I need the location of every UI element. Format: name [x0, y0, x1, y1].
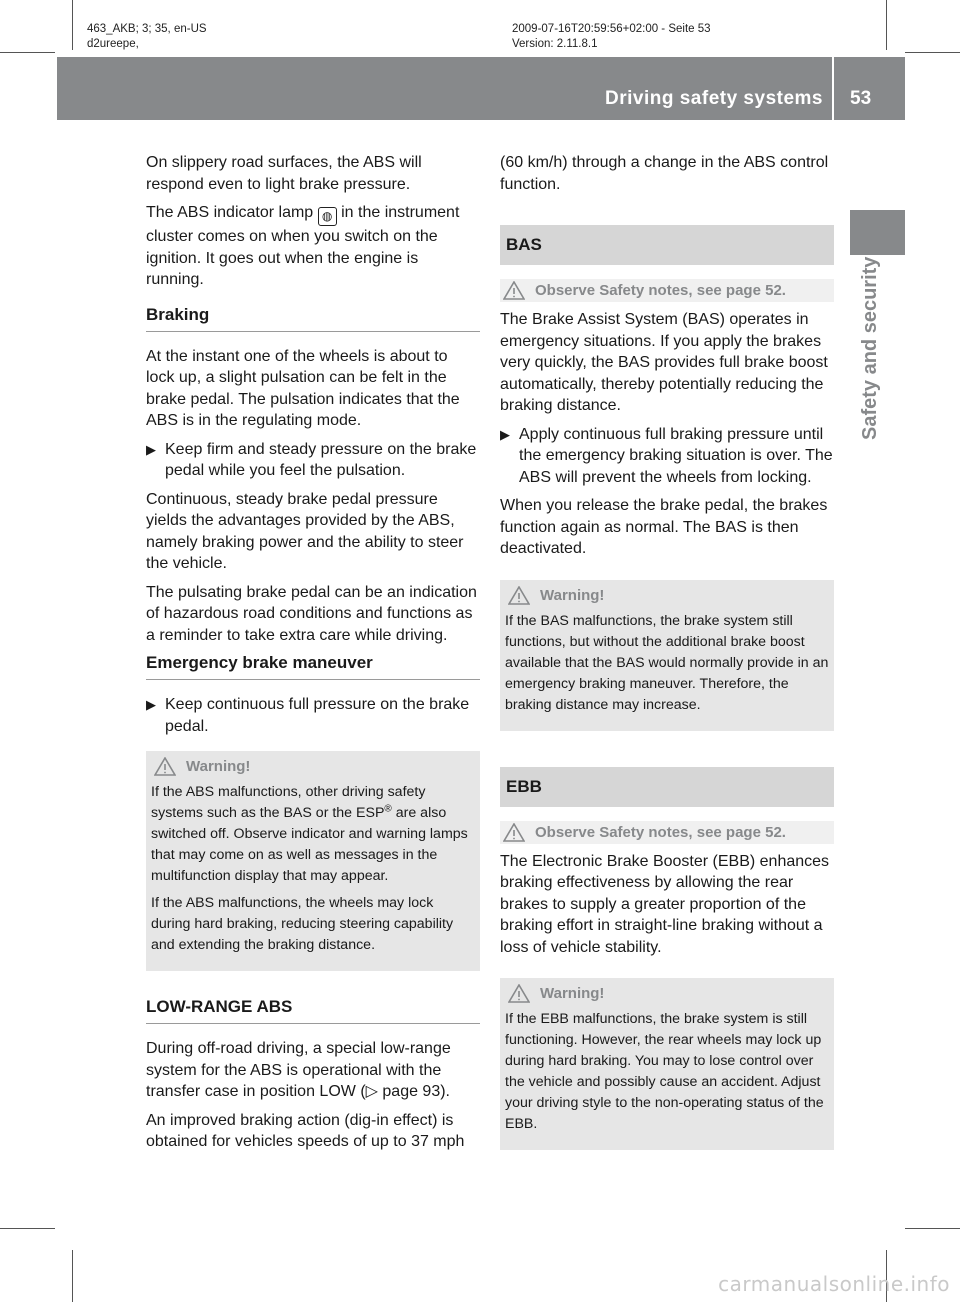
print-meta-top-right-1: 2009-07-16T20:59:56+02:00 - Seite 53	[512, 23, 711, 35]
paragraph: On slippery road surfaces, the ABS will respond even to light brake pressure.	[146, 154, 422, 193]
crop-mark	[886, 0, 887, 50]
arrow-bullet-icon: ▶	[146, 441, 156, 457]
paragraph: At the instant one of the wheels is about to lock up, a slight pulsation can be felt in the brake pedal. The pulsation indicates that the ABS is in the regulating mode.	[146, 347, 460, 429]
heading-braking: Braking	[146, 305, 480, 332]
paragraph: Continuous, steady brake pedal pressure yields the advantages provided by the ABS, namely braking power and the ability to steer the vehicle.	[146, 490, 464, 572]
paragraph: When you release the brake pedal, the brakes function again as normal. The BAS is then deactivated.	[500, 497, 828, 557]
arrow-bullet-icon: ▶	[500, 426, 510, 442]
crop-mark	[0, 52, 55, 53]
warning-title	[505, 586, 829, 605]
heading-emergency-brake: Emergency brake maneuver	[146, 653, 480, 680]
print-meta-top-right-2: Version: 2.11.8.1	[512, 38, 598, 50]
paragraph: (60 km/h) through a change in the ABS control function.	[500, 154, 829, 193]
paragraph: The pulsating brake pedal can be an indication of hazardous road conditions and functions as a reminder to take extra care while driving.	[146, 583, 477, 644]
print-meta-top-left-1: 463_AKB; 3; 35, en-US	[87, 23, 207, 35]
warning-box	[500, 580, 834, 731]
side-tab-label: Safety and security	[859, 256, 881, 440]
watermark-link[interactable]: carmanualsonline.info	[718, 1272, 950, 1296]
warning-title-text: Warning!	[540, 586, 605, 604]
page-title: Driving safety systems	[605, 88, 823, 109]
warning-text-part: are also switched off. Observe indicator and warning lamps that may come on as well as messages in the multifunction display that may appear.	[151, 805, 468, 884]
warning-text: If the ABS malfunctions, the wheels may lock during hard braking, reducing steering capability and extending the braking distance.	[151, 895, 454, 953]
warning-box	[146, 751, 480, 971]
warning-title	[151, 757, 475, 776]
safety-note-text: Observe Safety notes, see page 52.	[535, 282, 786, 299]
list-item-text: Keep continuous full pressure on the brake pedal.	[165, 696, 470, 735]
heading-low-range-abs: LOW-RANGE ABS	[146, 997, 480, 1024]
warning-triangle-icon	[508, 586, 530, 605]
paragraph: An improved braking action (dig-in effect) is obtained for vehicles speeds of up to 37 mph	[146, 1111, 465, 1150]
paragraph-text: The ABS indicator lamp	[146, 204, 314, 221]
print-meta-top-left-2: d2ureepe,	[87, 38, 139, 50]
warning-title	[505, 984, 829, 1003]
warning-box	[500, 978, 834, 1150]
safety-note-text: Observe Safety notes, see page 52.	[535, 823, 786, 841]
registered-mark: ®	[384, 803, 392, 815]
paragraph: During off-road driving, a special low-range system for the ABS is operational with the transfer case in position LOW (▷ page 93).	[146, 1040, 451, 1100]
safety-note	[500, 279, 834, 302]
section-heading-bas: BAS	[500, 225, 834, 265]
arrow-bullet-icon: ▶	[146, 697, 156, 712]
warning-triangle-icon	[154, 757, 176, 776]
left-column	[146, 152, 480, 1160]
crop-mark	[0, 1228, 55, 1229]
warning-text-part: If the ABS malfunctions, other driving safety systems such as the BAS or the ESP	[151, 784, 426, 821]
warning-title-text: Warning!	[540, 985, 605, 1002]
list-item-text: Apply continuous full braking pressure until the emergency braking situation is over. The ABS will prevent the wheels from locking.	[519, 425, 833, 486]
paragraph-text: in the instrument cluster comes on when you switch on the ignition. It goes out when the engine is running.	[146, 204, 460, 288]
page-number: 53	[850, 88, 872, 109]
abs-lamp-icon: ◍	[318, 207, 337, 226]
header-divider	[832, 57, 834, 120]
safety-note	[500, 821, 834, 844]
warning-title-text: Warning!	[186, 758, 251, 775]
crop-mark	[72, 0, 73, 50]
paragraph: The Brake Assist System (BAS) operates in emergency situations. If you apply the brakes very quickly, the BAS provides full brake boost automatically, thereby potentially reducing the braking distance.	[500, 311, 828, 414]
list-item	[146, 694, 480, 737]
paragraph	[146, 202, 480, 291]
list-item	[500, 424, 834, 489]
warning-text: If the BAS malfunctions, the brake system still functions, but without the additional brake boost available that the BAS would normally provide in an emergency braking maneuver. Therefore, the braking distance may increase.	[505, 612, 829, 713]
list-item-text: Keep firm and steady pressure on the brake pedal while you feel the pulsation.	[165, 440, 477, 479]
paragraph: The Electronic Brake Booster (EBB) enhances braking effectiveness by allowing the rear brakes to supply a greater proportion of the braking effort in straight-line braking without a loss of vehicle stability.	[500, 852, 830, 956]
warning-text	[151, 782, 475, 887]
warning-triangle-icon	[503, 281, 525, 300]
right-column	[500, 152, 834, 1176]
warning-triangle-icon	[503, 823, 525, 842]
crop-mark	[905, 52, 960, 53]
crop-mark	[905, 1228, 960, 1229]
warning-triangle-icon	[508, 984, 530, 1003]
section-heading-ebb: EBB	[500, 767, 834, 807]
warning-text: If the EBB malfunctions, the brake system is still functioning. However, the rear wheels may lock up during hard braking. You may to lose control over the vehicle and possibly cause an accident. Adjust your driving style to the non-operating status of the EBB.	[505, 1011, 824, 1132]
crop-mark	[72, 1250, 73, 1302]
list-item	[146, 439, 480, 482]
